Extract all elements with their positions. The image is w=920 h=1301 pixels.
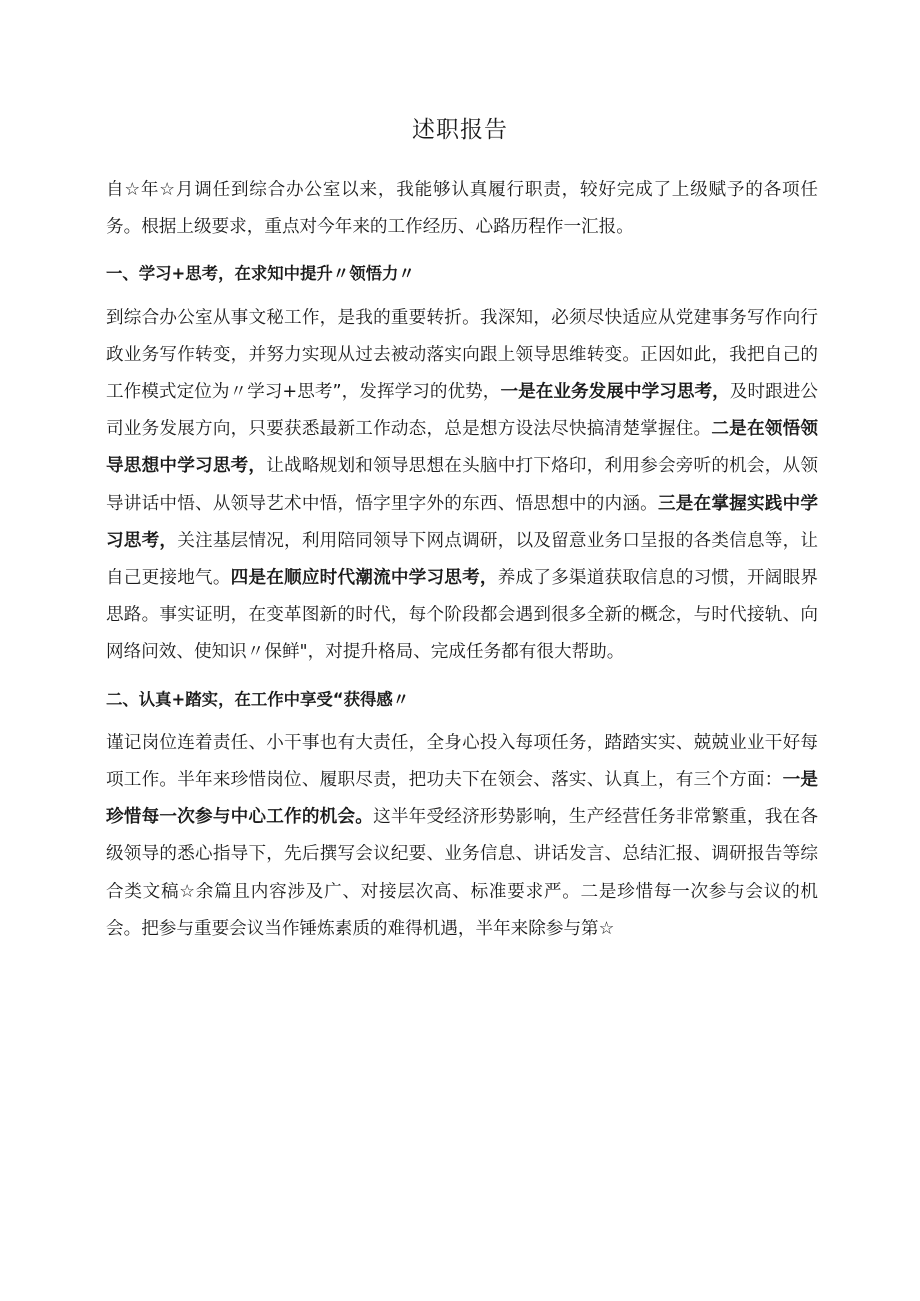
section-1-paragraph [106,300,818,672]
document-title: 述职报告 [412,117,508,143]
section-2-point-1-bold: 一是珍惜每一次参与中心工作的机会。 [106,770,818,828]
section-1-point-4-text: 养成了多渠道获取信息的习惯，开阔眼界思路。事实证明，在变革图新的时代，每个阶段都会遇到很多全新的概念，与时代接轨、向网络问效、使知识〃保鲜"，对提升格局、完成任务都有很大帮助。 [106,568,818,663]
section-2-intro-text: 谨记岗位连着责任、小干事也有大责任，全身心投入每项任务，踏踏实实、兢兢业业干好每项工作。半年来珍惜岗位、履职尽责，把功夫下在领会、落实、认真上，有三个方面： [106,732,818,791]
section-1-point-2-text: 让战略规划和领导思想在头脑中打下烙印，利用参会旁听的机会，从领导讲话中悟、从领导艺术中悟，悟字里字外的东西、悟思想中的内涵。 [106,456,818,514]
section-2-paragraph [106,725,818,948]
section-1-point-2-bold: 二是在领悟领导思想中学习思考， [106,419,818,477]
section-1-point-1-text: 及时跟进公司业务发展方向，只要获悉最新工作动态，总是想方设法尽快搞清楚掌握住。 [106,382,818,440]
section-2-heading: 二、认真+踏实，在工作中享受“获得感〃 [106,689,410,709]
section-2-point-1-text: 这半年受经济形势影响，生产经营任务非常繁重，我在各级领导的悉心指导下，先后撰写会议纪要、业务信息、讲话发言、总结汇报、调研报告等综合类文稿☆余篇且内容涉及广、对接层次高、标准要求严。二是珍惜每一次参与会议的机会。把参与重要会议当作锤炼素质的难得机遇，半年来除参与第☆ [106,807,818,939]
section-1-point-4-bold: 四是在顺应时代潮流中学习思考， [230,568,498,589]
intro-paragraph: 自☆年☆月调任到综合办公室以来，我能够认真履行职责，较好完成了上级赋予的各项任务。根据上级要求，重点对今年来的工作经历、心路历程作一汇报。 [106,180,818,238]
section-1-point-3-text: 关注基层情况，利用陪同领导下网点调研，以及留意业务口呈报的各类信息等，让自己更接地气。 [106,530,818,589]
section-1-point-1-bold: 一是在业务发展中学习思考， [500,382,730,403]
section-1-intro-text: 到综合办公室从事文秘工作，是我的重要转折。我深知，必须尽快适应从党建事务写作向行政业务写作转变，并努力实现从过去被动落实向跟上领导思维转变。正因如此，我把自己的工作模式定位为〃学习+思考”，发挥学习的优势， [106,307,818,403]
section-1-heading: 一、学习+思考，在求知中提升〃领悟力〃 [106,264,415,284]
document-body [106,172,818,948]
section-1-point-3-bold: 三是在掌握实践中学习思考， [106,493,818,551]
